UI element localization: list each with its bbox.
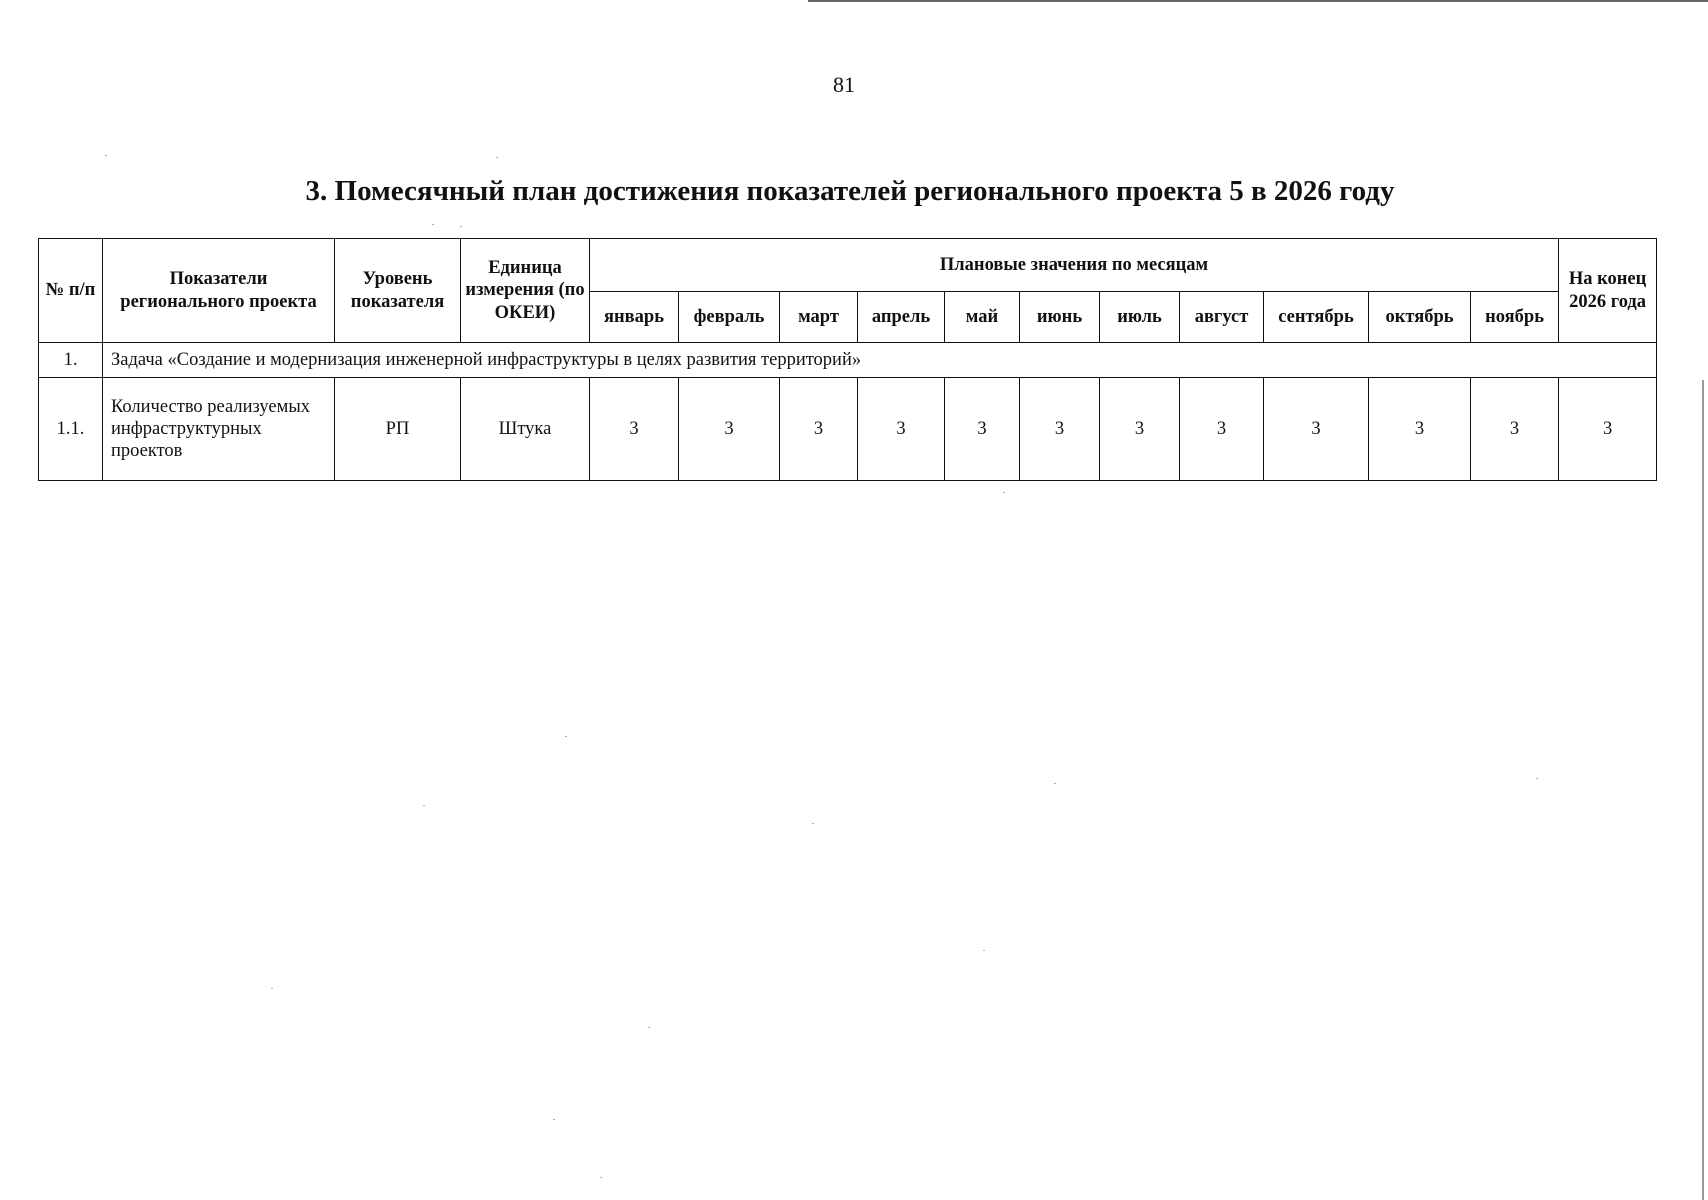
scan-speck xyxy=(553,1119,555,1120)
scan-edge-right xyxy=(1702,380,1704,1200)
header-month: июль xyxy=(1100,292,1180,343)
row-month-value: 3 xyxy=(1471,378,1559,481)
header-indicator: Показатели регионального проекта xyxy=(103,239,335,343)
scan-edge-top xyxy=(808,0,1708,2)
row-month-value: 3 xyxy=(1369,378,1471,481)
scan-speck xyxy=(812,823,814,824)
row-month-value: 3 xyxy=(780,378,858,481)
scan-speck xyxy=(983,950,985,951)
header-month: июнь xyxy=(1020,292,1100,343)
scan-speck xyxy=(460,226,462,227)
row-year-end-value: 3 xyxy=(1559,378,1657,481)
task-text: Задача «Создание и модернизация инженерной инфраструктуры в целях развития территорий» xyxy=(103,343,1657,378)
header-row-top xyxy=(39,239,1657,292)
row-month-value: 3 xyxy=(1180,378,1264,481)
header-month: сентябрь xyxy=(1264,292,1369,343)
row-indicator: Количество реализуемых инфраструктурных проектов xyxy=(103,378,335,481)
row-month-value: 3 xyxy=(590,378,679,481)
header-month: октябрь xyxy=(1369,292,1471,343)
header-month: май xyxy=(945,292,1020,343)
header-month: ноябрь xyxy=(1471,292,1559,343)
row-month-value: 3 xyxy=(858,378,945,481)
scan-speck xyxy=(496,157,498,158)
row-month-value: 3 xyxy=(1100,378,1180,481)
scan-speck xyxy=(1054,783,1056,784)
monthly-plan-table xyxy=(38,238,1657,481)
row-month-value: 3 xyxy=(945,378,1020,481)
header-month: август xyxy=(1180,292,1264,343)
scan-speck xyxy=(1536,778,1538,779)
page-title: 3. Помесячный план достижения показателей регионального проекта 5 в 2026 году xyxy=(305,175,1395,207)
scan-speck xyxy=(271,988,273,989)
header-num: № п/п xyxy=(39,239,103,343)
row-month-value: 3 xyxy=(1020,378,1100,481)
scan-speck xyxy=(105,155,107,156)
scan-speck xyxy=(432,224,434,225)
row-month-value: 3 xyxy=(679,378,780,481)
monthly-plan-table-wrapper xyxy=(38,238,1656,481)
scan-speck xyxy=(600,1177,602,1178)
page-number: 81 xyxy=(833,72,855,97)
task-num: 1. xyxy=(39,343,103,378)
row-num: 1.1. xyxy=(39,378,103,481)
scan-speck xyxy=(648,1027,650,1028)
row-month-value: 3 xyxy=(1264,378,1369,481)
table-row xyxy=(39,378,1657,481)
header-month: февраль xyxy=(679,292,780,343)
row-unit: Штука xyxy=(461,378,590,481)
header-month: январь xyxy=(590,292,679,343)
header-month: апрель xyxy=(858,292,945,343)
header-month: март xyxy=(780,292,858,343)
scan-speck xyxy=(1003,492,1005,493)
scan-speck xyxy=(423,805,425,806)
row-level: РП xyxy=(335,378,461,481)
header-unit: Единица измерения (по ОКЕИ) xyxy=(461,239,590,343)
scan-speck xyxy=(565,736,567,737)
header-level: Уровень показателя xyxy=(335,239,461,343)
task-row xyxy=(39,343,1657,378)
header-year-end: На конец 2026 года xyxy=(1559,239,1657,343)
header-planned-values: Плановые значения по месяцам xyxy=(590,239,1559,292)
